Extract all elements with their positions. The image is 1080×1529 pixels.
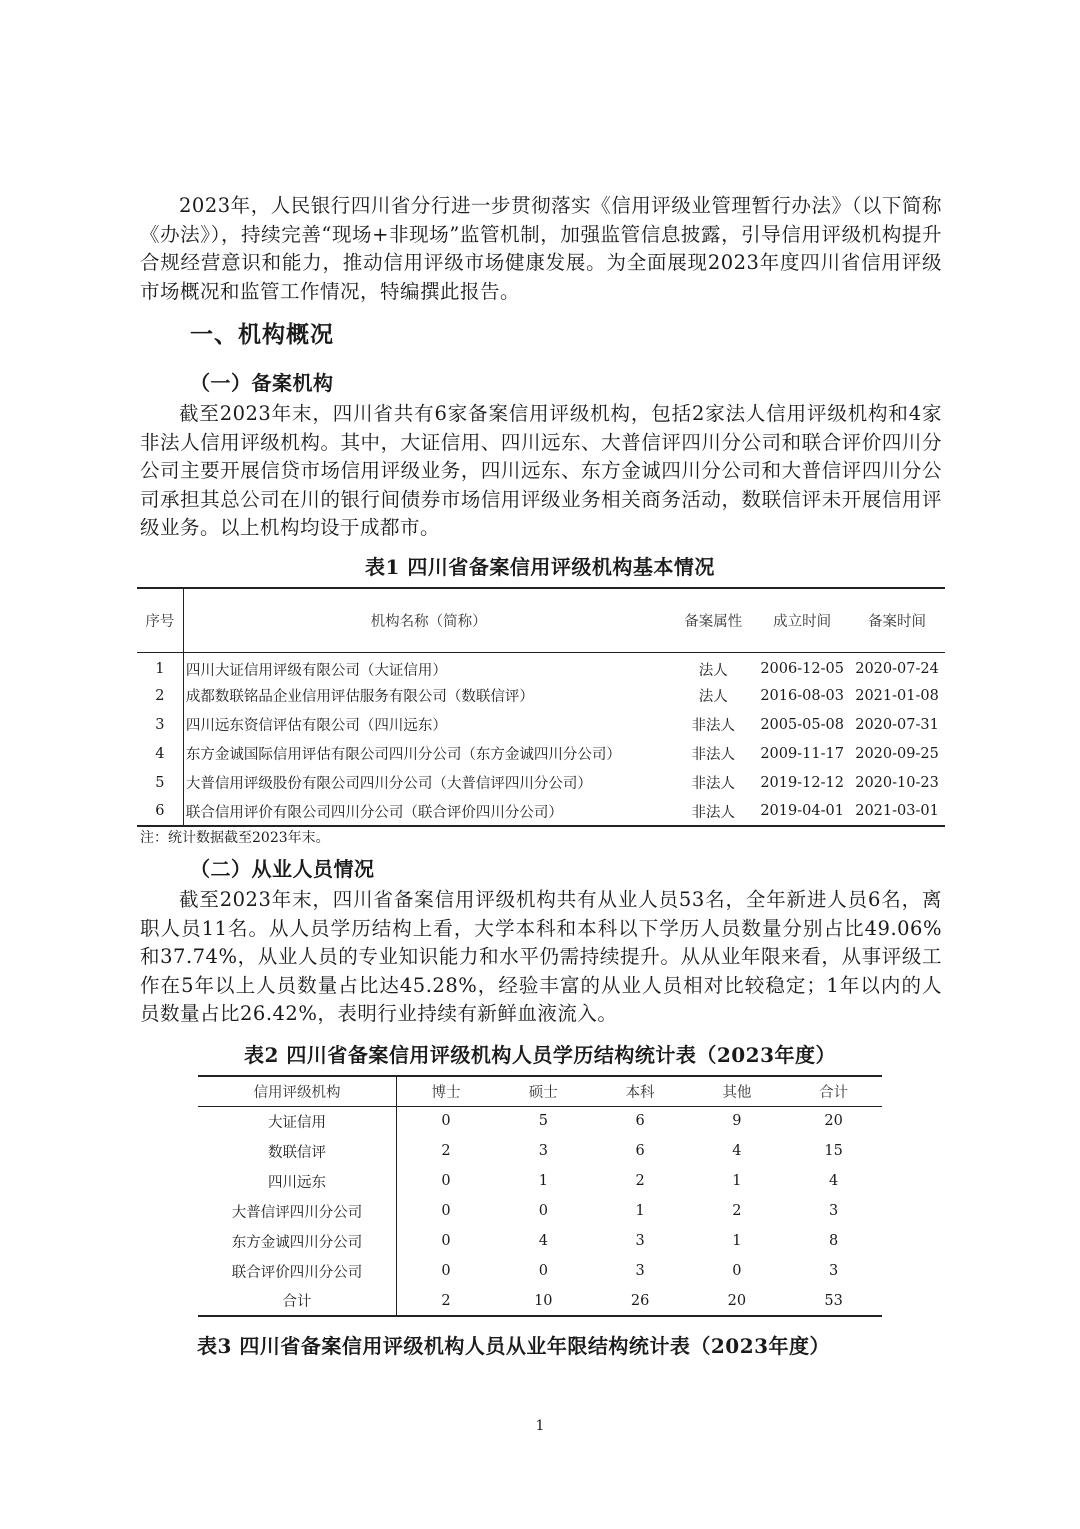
cell-org: 大普信评四川分公司 (198, 1196, 397, 1226)
cell-master: 3 (538, 1143, 548, 1159)
cell-master: 4 (538, 1233, 548, 1249)
section-heading-institutions: 一、机构概况 (190, 321, 334, 348)
table-row (137, 797, 945, 826)
cell-phd: 0 (441, 1173, 451, 1189)
cell-registered: 2020-07-24 (855, 661, 939, 678)
cell-attr: 非法人 (691, 804, 736, 821)
table-header-row (137, 588, 945, 652)
table3-caption: 表3 四川省备案信用评级机构人员从业年限结构统计表（2023年度） (197, 1334, 831, 1358)
cell-seq: 4 (137, 739, 183, 768)
institutions-table (137, 587, 945, 827)
cell-registered: 2021-03-01 (855, 803, 939, 819)
cell-other: 2 (732, 1203, 742, 1219)
header-attr: 备案属性 (671, 588, 755, 652)
cell-total: 20 (824, 1113, 843, 1130)
cell-total: 8 (828, 1233, 839, 1249)
header-other: 其他 (688, 1076, 785, 1106)
cell-total: 3 (828, 1263, 839, 1279)
header-seq: 序号 (137, 588, 183, 652)
subsection-heading-registered: （一）备案机构 (190, 371, 334, 395)
cell-seq: 5 (137, 768, 183, 797)
cell-bachelor: 2 (635, 1173, 645, 1189)
cell-org: 联合评价四川分公司 (198, 1256, 397, 1286)
table-total-row (198, 1286, 882, 1316)
table-row (198, 1226, 882, 1256)
header-phd: 博士 (397, 1076, 495, 1106)
cell-name: 东方金诚国际信用评估有限公司四川分公司（东方金诚四川分公司） (185, 747, 621, 763)
cell-other: 20 (727, 1292, 747, 1309)
header-total: 合计 (785, 1076, 882, 1106)
cell-phd: 0 (441, 1263, 451, 1279)
cell-other: 1 (732, 1233, 742, 1249)
education-table (198, 1075, 882, 1317)
cell-name: 成都数联铭品企业信用评估服务有限公司（数联信评） (185, 689, 534, 705)
table-row (137, 681, 945, 710)
table-row (198, 1256, 882, 1286)
cell-name: 四川大证信用评级有限公司（大证信用） (185, 662, 447, 679)
registered-institutions-paragraph: 截至2023年末，四川省共有6家备案信用评级机构，包括2家法人信用评级机构和4家非法人信用评级机构。其中，大证信用、四川远东、大普信评四川分公司和联合评价四川分公司主要开展信贷市场信用评级业务，四川远东、东方金诚四川分公司和大普信评四川分公司承担其总公司在川的银行间债券市场信用评级业务相关商务活动，数联信评未开展信用评级业务。以上机构均设于成都市。 (140, 402, 942, 540)
table-row (198, 1196, 882, 1226)
table-row (198, 1106, 882, 1136)
cell-name: 联合信用评价有限公司四川分公司（联合评价四川分公司） (185, 804, 563, 821)
cell-total: 53 (824, 1292, 843, 1309)
staff-paragraph: 截至2023年末，四川省备案信用评级机构共有从业人员53名，全年新进人员6名，离职人员11名。从人员学历结构上看，大学本科和本科以下学历人员数量分别占比49.06%和37.74%，从业人员的专业知识能力和水平仍需持续提升。从从业年限来看，从事评级工作在5年以上人员数量占比达45.28%，经验丰富的从业人员相对比较稳定；1年以内的人员数量占比26.42%，表明行业持续有新鲜血液流入。 (140, 888, 942, 1026)
cell-established: 2019-12-12 (760, 774, 844, 791)
cell-bachelor: 3 (635, 1263, 645, 1279)
cell-other: 9 (732, 1113, 742, 1130)
table-row (137, 739, 945, 768)
subsection-heading-staff: （二）从业人员情况 (190, 857, 375, 881)
cell-other: 0 (732, 1263, 742, 1279)
table-row (137, 710, 945, 739)
cell-attr: 非法人 (691, 718, 736, 734)
cell-established: 2009-11-17 (760, 745, 844, 762)
cell-name: 大普信用评级股份有限公司四川分公司（大普信评四川分公司） (185, 776, 592, 792)
cell-other: 1 (732, 1173, 742, 1189)
cell-established: 2006-12-05 (760, 661, 844, 678)
cell-org: 东方金诚四川分公司 (198, 1226, 397, 1256)
cell-phd: 0 (441, 1113, 451, 1130)
cell-master: 5 (538, 1113, 548, 1130)
cell-master: 0 (538, 1263, 548, 1279)
cell-seq: 6 (137, 797, 183, 826)
cell-name: 四川远东资信评估有限公司（四川远东） (185, 718, 447, 734)
cell-phd: 0 (441, 1203, 451, 1219)
header-master: 硕士 (495, 1076, 592, 1106)
table-header-row (198, 1076, 882, 1106)
cell-registered: 2020-09-25 (855, 745, 939, 762)
cell-phd: 2 (441, 1292, 451, 1309)
cell-attr: 法人 (698, 689, 728, 705)
intro-paragraph: 2023年，人民银行四川省分行进一步贯彻落实《信用评级业管理暂行办法》（以下简称《办法》），持续完善“现场+非现场”监管机制，加强监管信息披露，引导信用评级机构提升合规经营意识和能力，推动信用评级市场健康发展。为全面展现2023年度四川省信用评级市场概况和监管工作情况，特编撰此报告。 (140, 194, 942, 303)
cell-registered: 2021-01-08 (855, 687, 939, 704)
cell-bachelor: 6 (635, 1143, 645, 1159)
table1-caption: 表1 四川省备案信用评级机构基本情况 (365, 555, 715, 579)
cell-registered: 2020-07-31 (855, 716, 939, 733)
cell-master: 10 (534, 1292, 553, 1309)
cell-attr: 非法人 (691, 747, 736, 763)
cell-master: 0 (538, 1203, 548, 1219)
table-row (137, 652, 945, 681)
cell-attr: 法人 (698, 662, 728, 679)
cell-org: 合计 (198, 1286, 397, 1316)
cell-org: 数联信评 (198, 1136, 397, 1166)
cell-bachelor: 3 (635, 1233, 645, 1249)
cell-total: 15 (824, 1143, 843, 1159)
cell-registered: 2020-10-23 (855, 774, 939, 791)
table2-caption: 表2 四川省备案信用评级机构人员学历结构统计表（2023年度） (243, 1043, 837, 1067)
table-row (137, 768, 945, 797)
cell-established: 2019-04-01 (760, 803, 844, 819)
cell-master: 1 (538, 1173, 548, 1189)
header-org: 信用评级机构 (198, 1076, 397, 1106)
cell-bachelor: 26 (630, 1292, 650, 1309)
cell-org: 四川远东 (198, 1166, 397, 1196)
table-row (198, 1166, 882, 1196)
cell-established: 2005-05-08 (760, 716, 844, 733)
header-name: 机构名称（简称） (183, 588, 671, 652)
table1-note: 注：统计数据截至2023年末。 (140, 830, 330, 846)
cell-total: 3 (828, 1203, 839, 1219)
cell-seq: 2 (137, 681, 183, 710)
cell-total: 4 (828, 1173, 839, 1189)
cell-other: 4 (732, 1143, 742, 1159)
cell-established: 2016-08-03 (760, 687, 844, 704)
page-number: 1 (535, 1418, 545, 1434)
cell-bachelor: 6 (635, 1113, 645, 1130)
cell-seq: 3 (137, 710, 183, 739)
cell-phd: 0 (441, 1233, 451, 1249)
cell-org: 大证信用 (198, 1106, 397, 1136)
header-established: 成立时间 (755, 588, 849, 652)
cell-phd: 2 (441, 1143, 451, 1159)
cell-bachelor: 1 (635, 1203, 645, 1219)
cell-attr: 非法人 (691, 776, 736, 792)
cell-seq: 1 (137, 652, 183, 681)
header-registered: 备案时间 (849, 588, 945, 652)
header-bachelor: 本科 (592, 1076, 689, 1106)
table-row (198, 1136, 882, 1166)
